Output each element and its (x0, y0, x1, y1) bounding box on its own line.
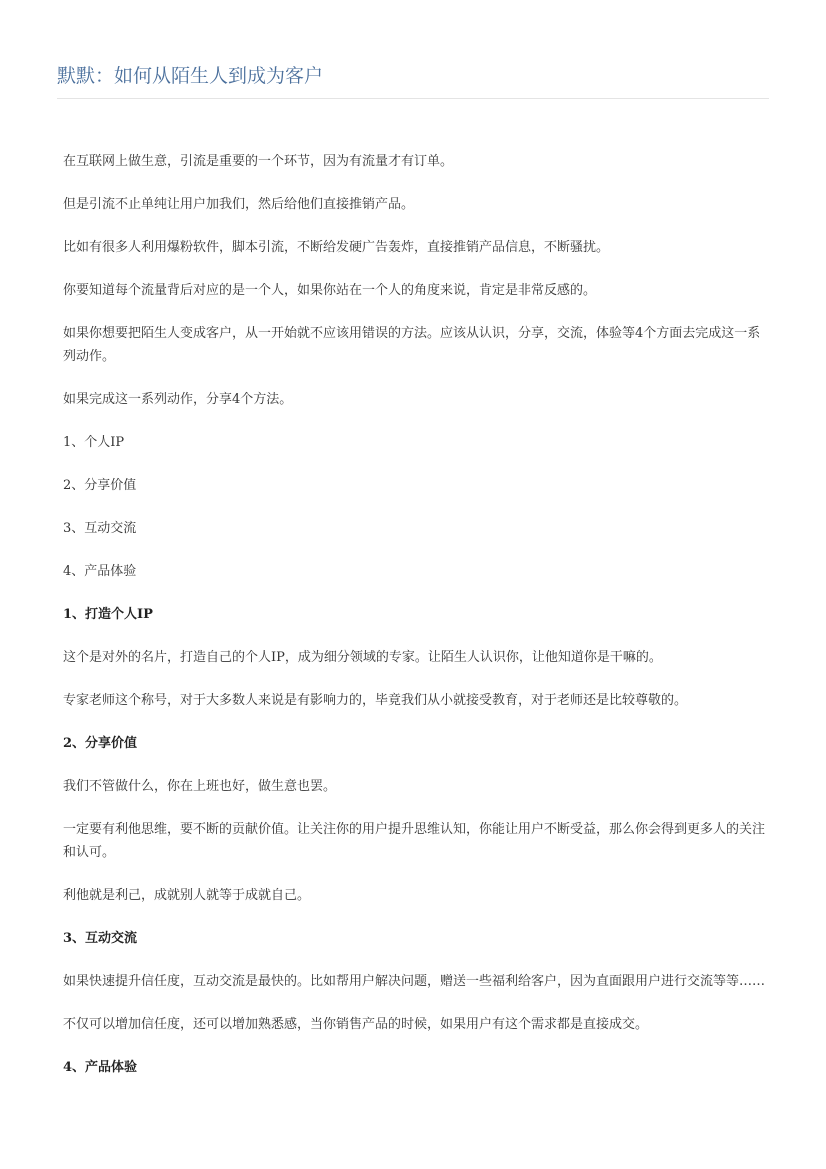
paragraph: 在互联网上做生意，引流是重要的一个环节，因为有流量才有订单。 (63, 154, 454, 169)
list-item: 4、产品体验 (63, 564, 137, 579)
paragraph: 比如有很多人利用爆粉软件，脚本引流，不断给发硬广告轰炸，直接推销产品信息，不断骚扰。 (63, 240, 610, 255)
paragraph: 如果你想要把陌生人变成客户，从一开始就不应该用错误的方法。应该从认识，分享，交流，体验等4个方面去完成这一系列动作。 (63, 326, 761, 364)
list-item: 2、分享价值 (63, 478, 137, 493)
paragraph: 不仅可以增加信任度，还可以增加熟悉感，当你销售产品的时候，如果用户有这个需求都是直接成交。 (63, 1017, 649, 1032)
paragraph: 但是引流不止单纯让用户加我们，然后给他们直接推销产品。 (63, 197, 415, 212)
list-item: 1、个人IP (63, 435, 125, 450)
paragraph: 我们不管做什么，你在上班也好，做生意也罢。 (63, 779, 337, 794)
paragraph: 利他就是利己，成就别人就等于成就自己。 (63, 888, 311, 903)
title-divider (57, 98, 769, 99)
article-title: 默默：如何从陌生人到成为客户 (57, 65, 324, 87)
section-heading: 2、分享价值 (63, 736, 138, 751)
article-body (63, 150, 768, 1099)
list-item: 3、互动交流 (63, 521, 137, 536)
paragraph: 如果快速提升信任度，互动交流是最快的。比如帮用户解决问题，赠送一些福利给客户，因为直面跟用户进行交流等等…… (63, 974, 766, 989)
section-heading: 3、互动交流 (63, 931, 138, 946)
paragraph: 这个是对外的名片，打造自己的个人IP，成为细分领域的专家。让陌生人认识你，让他知道你是干嘛的。 (63, 650, 662, 665)
paragraph: 如果完成这一系列动作，分享4个方法。 (63, 392, 293, 407)
paragraph: 专家老师这个称号，对于大多数人来说是有影响力的，毕竟我们从小就接受教育，对于老师还是比较尊敬的。 (63, 693, 688, 708)
section-heading: 1、打造个人IP (63, 607, 153, 622)
section-heading: 4、产品体验 (63, 1060, 138, 1075)
paragraph: 你要知道每个流量背后对应的是一个人，如果你站在一个人的角度来说，肯定是非常反感的。 (63, 283, 597, 298)
paragraph: 一定要有利他思维，要不断的贡献价值。让关注你的用户提升思维认知，你能让用户不断受益，那么你会得到更多人的关注和认可。 (63, 822, 766, 860)
